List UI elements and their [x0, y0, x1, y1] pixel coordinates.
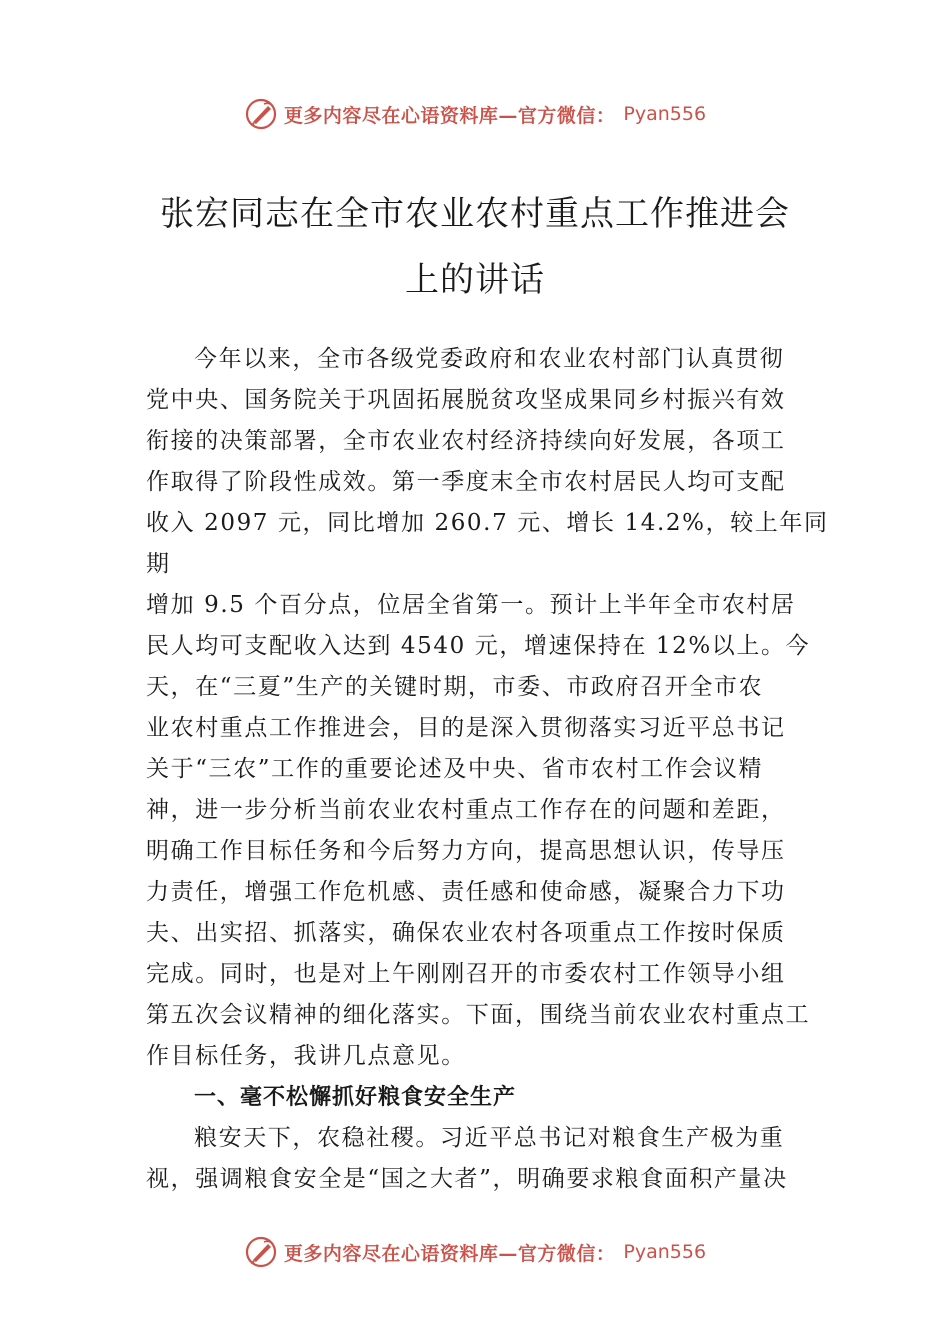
body-line: 收入 2097 元，同比增加 260.7 元、增长 14.2%，较上年同 [146, 510, 829, 536]
body-line: 神，进一步分析当前农业农村重点工作存在的问题和差距， [146, 797, 786, 823]
body-line: 民人均可支配收入达到 4540 元，增速保持在 12%以上。今 [146, 633, 811, 659]
body-line: 党中央、国务院关于巩固拓展脱贫攻坚成果同乡村振兴有效 [146, 387, 786, 413]
body-line: 天，在“三夏”生产的关键时期，市委、市政府召开全市农 [146, 674, 764, 700]
body-line: 视，强调粮食安全是“国之大者”，明确要求粮食面积产量决 [146, 1166, 788, 1192]
body-line: 关于“三农”工作的重要论述及中央、省市农村工作会议精 [146, 756, 764, 782]
body-line: 明确工作目标任务和今后努力方向，提高思想认识，传导压 [146, 838, 786, 864]
watermark-text: 更多内容尽在心语资料库—官方微信： [283, 104, 616, 127]
body-line: 业农村重点工作推进会，目的是深入贯彻落实习近平总书记 [146, 715, 786, 741]
pen-logo-icon [244, 97, 278, 131]
body-line: 夫、出实招、抓落实，确保农业农村各项重点工作按时保质 [146, 920, 786, 946]
body-line: 作目标任务，我讲几点意见。 [146, 1043, 466, 1069]
document-title-line-1: 张宏同志在全市农业农村重点工作推进会 [160, 194, 790, 234]
watermark-banner-bottom [0, 1232, 950, 1272]
watermark-account: Pyan556 [623, 1241, 707, 1263]
body-line: 第五次会议精神的细化落实。下面，围绕当前农业农村重点工 [146, 1002, 811, 1028]
body-line: 粮安天下，农稳社稷。习近平总书记对粮食生产极为重 [194, 1125, 785, 1151]
body-line: 增加 9.5 个百分点，位居全省第一。预计上半年全市农村居 [146, 592, 796, 618]
watermark-banner-top [0, 94, 950, 134]
body-line: 期 [146, 551, 171, 577]
document-title-line-2: 上的讲话 [405, 260, 545, 300]
body-line: 力责任，增强工作危机感、责任感和使命感，凝聚合力下功 [146, 879, 786, 905]
watermark-text: 更多内容尽在心语资料库—官方微信： [283, 1242, 616, 1265]
body-line: 衔接的决策部署，全市农业农村经济持续向好发展，各项工 [146, 428, 786, 454]
watermark-account: Pyan556 [623, 103, 707, 125]
body-line: 今年以来，全市各级党委政府和农业农村部门认真贯彻 [194, 346, 785, 372]
section-heading: 一、毫不松懈抓好粮食安全生产 [194, 1085, 517, 1110]
document-body [146, 339, 829, 1200]
body-line: 作取得了阶段性成效。第一季度末全市农村居民人均可支配 [146, 469, 786, 495]
pen-logo-icon [244, 1235, 278, 1269]
body-line: 完成。同时，也是对上午刚刚召开的市委农村工作领导小组 [146, 961, 786, 987]
